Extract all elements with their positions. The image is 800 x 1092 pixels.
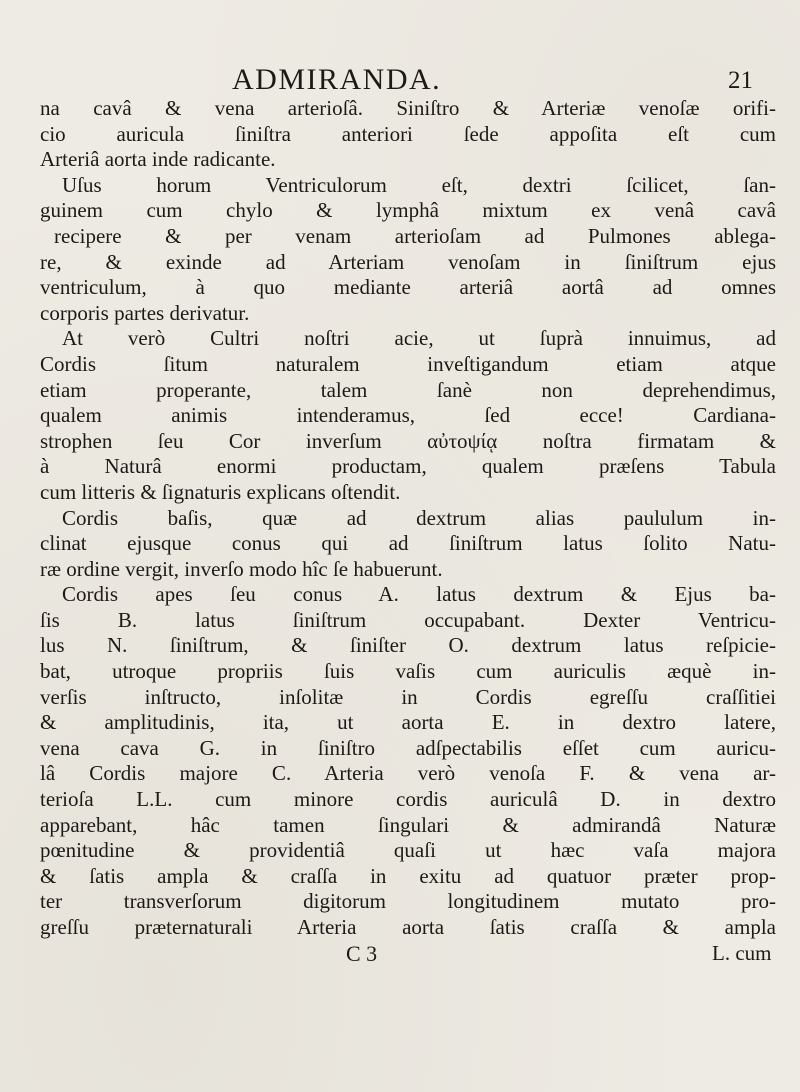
text-line: & amplitudinis, ita, ut aorta E. in dextro latere, (40, 710, 776, 735)
text-line: guinem cum chylo & lymphâ mixtum ex venâ cavâ (40, 198, 776, 223)
text-line: recipere & per venam arterioſam ad Pulmones ablega- (54, 223, 776, 248)
text-line: strophen ſeu Cor inverſum αὐτοψίᾳ noſtra firmatam & (40, 428, 776, 453)
text-line: ræ ordine vergit, inverſo modo hîc ſe habuerunt. (40, 556, 443, 581)
text-line: Cordis ſitum naturalem inveſtigandum etiam atque (40, 351, 776, 376)
text-line: bat, utroque propriis ſuis vaſis cum auriculis æquè in- (40, 659, 776, 684)
text-line: na cavâ & vena arterioſâ. Siniſtro & Arteriæ venoſæ orifi- (40, 96, 776, 120)
page-number: 21 (728, 67, 753, 94)
text-line: terioſa L.L. cum minore cordis auriculâ D. in dextro (40, 787, 776, 812)
signature-mark: C 3 (346, 940, 378, 966)
text-line: Cordis apes ſeu conus A. latus dextrum & Ejus ba- (62, 582, 776, 607)
body-text (40, 96, 776, 966)
text-line: clinat ejusque conus qui ad ſiniſtrum latus ſolito Natu- (40, 531, 776, 556)
text-line: Cordis baſis, quæ ad dextrum alias paululum in- (62, 505, 776, 530)
text-line: lâ Cordis majore C. Arteria verò venoſa F. & vena ar- (40, 761, 776, 786)
text-line: etiam properante, talem ſanè non deprehendimus, (40, 377, 776, 402)
text-line: lus N. ſiniſtrum, & ſiniſter O. dextrum latus reſpicie- (40, 633, 776, 658)
text-line: corporis partes derivatur. (40, 300, 250, 325)
text-line: greſſu præternaturali Arteria aorta ſatis craſſa & ampla (40, 915, 776, 939)
text-line: qualem animis intenderamus, ſed ecce! Cardiana- (40, 403, 776, 428)
text-line: Uſus horum Ventriculorum eſt, dextri ſcilicet, ſan- (62, 172, 776, 197)
text-line: vena cava G. in ſiniſtro adſpectabilis eſſet cum auricu- (40, 735, 776, 760)
text-line: Arteriâ aorta inde radicante. (40, 147, 276, 172)
text-line: ter transverſorum digitorum longitudinem mutato pro- (40, 889, 776, 914)
text-line: pœnitudine & providentiâ quaſi ut hæc vaſa majora (40, 838, 776, 863)
text-line: ſis B. latus ſiniſtrum occupabant. Dexter Ventricu- (40, 607, 776, 632)
footer-line (40, 941, 776, 967)
text-line: & ſatis ampla & craſſa in exitu ad quatuor præter prop- (40, 863, 776, 888)
catchword: L. cum (712, 940, 772, 965)
text-line: cio auricula ſiniſtra anteriori ſede appoſita eſt cum (40, 121, 776, 146)
text-line: verſis inſtructo, inſolitæ in Cordis egreſſu craſſitiei (40, 684, 776, 709)
text-line: apparebant, hâc tamen ſingulari & admirandâ Naturæ (40, 812, 776, 837)
text-line: At verò Cultri noſtri acie, ut ſuprà innuimus, ad (62, 326, 776, 351)
text-line: à Naturâ enormi productam, qualem præſens Tabula (40, 454, 776, 479)
text-line: cum litteris & ſignaturis explicans oſtendit. (40, 479, 401, 504)
running-head-title: ADMIRANDA. (232, 63, 442, 96)
text-line: ventriculum, à quo mediante arteriâ aortâ ad omnes (40, 275, 776, 300)
text-line: re, & exinde ad Arteriam venoſam in ſiniſtrum ejus (40, 249, 776, 274)
